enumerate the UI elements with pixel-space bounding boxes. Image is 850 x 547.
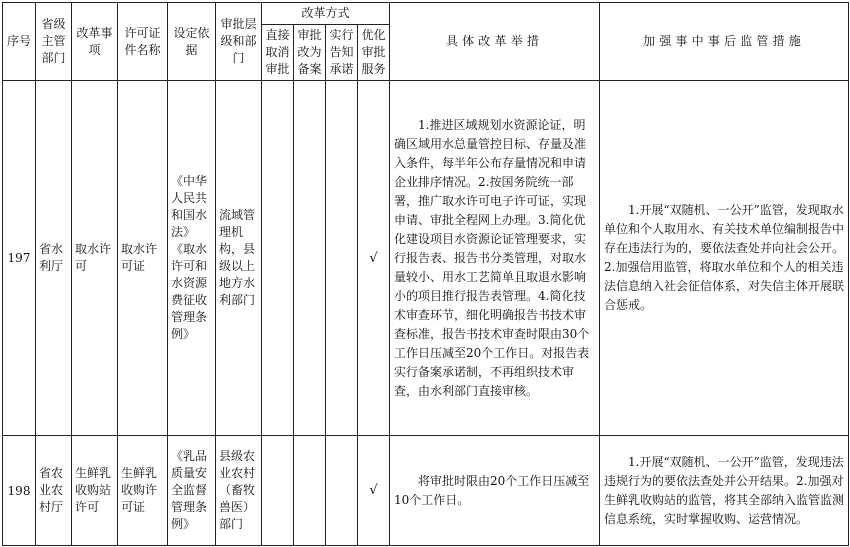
- header-license: 许可证件名称: [118, 3, 168, 81]
- header-reform-cancel: 直接取消审批: [262, 25, 294, 81]
- header-item: 改革事项: [72, 3, 118, 81]
- header-measures: 具体改革举措: [390, 3, 600, 81]
- cell-measures: 将审批时限由20个工作日压减至10个工作日。: [390, 436, 600, 546]
- cell-level: 县级农业农村（畜牧兽医）部门: [216, 436, 262, 546]
- header-reform-commitment: 实行告知承诺: [326, 25, 358, 81]
- cell-supervision: 1.开展“双随机、一公开”监管，发现取水单位和个人取用水、有关技术单位编制报告中存在违法行为的，要依法查处并向社会公开。2.加强信用监管，将取水单位和个人的相关违法信息纳入社会征信体系，对失信主体开展联合惩戒。: [600, 81, 849, 436]
- cell-reform-optimize: √: [358, 436, 390, 546]
- reform-table: [2, 2, 849, 546]
- cell-basis: 《乳品质量安全监督管理条例》: [168, 436, 216, 546]
- table-row: [3, 436, 849, 546]
- cell-index: 198: [3, 436, 36, 546]
- cell-reform-commitment: [326, 81, 358, 436]
- cell-reform-optimize: √: [358, 81, 390, 436]
- cell-reform-cancel: [262, 436, 294, 546]
- header-row-1: [3, 3, 849, 25]
- cell-reform-filing: [294, 436, 326, 546]
- cell-reform-commitment: [326, 436, 358, 546]
- cell-supervision: 1.开展“双随机、一公开”监管，发现违法违规行为的要依法查处并公开结果。2.加强对生鲜乳收购站的监管，将其全部纳入监管监测信息系统，实时掌握收购、运营情况。: [600, 436, 849, 546]
- cell-reform-filing: [294, 81, 326, 436]
- cell-item: 生鲜乳收购站许可: [72, 436, 118, 546]
- cell-item: 取水许可: [72, 81, 118, 436]
- cell-department: 省农业农村厅: [36, 436, 72, 546]
- cell-reform-cancel: [262, 81, 294, 436]
- header-reform-group: 改革方式: [262, 3, 390, 25]
- header-basis: 设定依据: [168, 3, 216, 81]
- cell-department: 省水利厅: [36, 81, 72, 436]
- header-reform-optimize: 优化审批服务: [358, 25, 390, 81]
- header-index: 序号: [3, 3, 36, 81]
- cell-level: 流域管理机构，县级以上地方水利部门: [216, 81, 262, 436]
- header-department: 省级主管部门: [36, 3, 72, 81]
- cell-license: 生鲜乳收购许可证: [118, 436, 168, 546]
- header-supervision: 加强事中事后监管措施: [600, 3, 849, 81]
- table-row: [3, 81, 849, 436]
- cell-license: 取水许可证: [118, 81, 168, 436]
- cell-measures: 1.推进区域规划水资源论证，明确区域用水总量管控目标、存量及准入条件，每半年公布存量情况和申请企业排序情况。2.按国务院统一部署，推广取水许可电子许可证，实现申请、审批全程网上办理。3.简化优化建设项目水资源论证管理要求，实行报告表、报告书分类管理，对取水量较小、用水工艺简单且取退水影响小的项目推行报告表管理。4.简化技术审查环节，细化明确报告书技术审查标准，报告书技术审查时限由30个工作日压减至20个工作日。对报告表实行备案承诺制，不再组织技术审查，由水利部门直接审核。: [390, 81, 600, 436]
- cell-index: 197: [3, 81, 36, 436]
- cell-basis: 《中华人民共和国水法》《取水许可和水资源费征收管理条例》: [168, 81, 216, 436]
- header-reform-filing: 审批改为备案: [294, 25, 326, 81]
- header-level: 审批层级和部门: [216, 3, 262, 81]
